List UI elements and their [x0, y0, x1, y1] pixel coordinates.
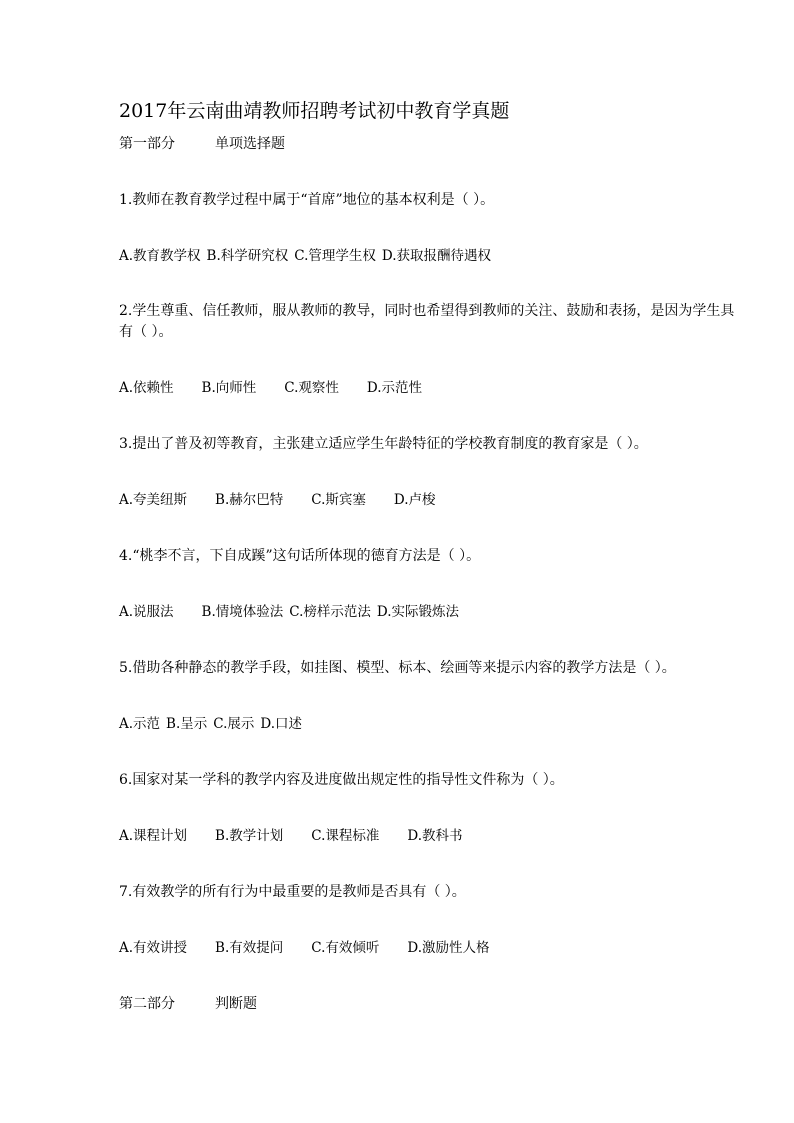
question-6-options	[119, 826, 463, 846]
document-title: 2017年云南曲靖教师招聘考试初中教育学真题	[119, 100, 510, 122]
option: C.观察性	[284, 380, 339, 396]
option: A.说服法	[119, 604, 174, 620]
option: C.展示	[213, 716, 255, 732]
option: D.获取报酬待遇权	[381, 248, 492, 264]
section-2-part: 第二部分	[119, 996, 175, 1012]
section-2-heading	[119, 994, 257, 1014]
option: B.赫尔巴特	[215, 492, 284, 508]
question-3: 3.提出了普及初等教育，主张建立适应学生年龄特征的学校教育制度的教育家是（ ）。	[119, 436, 648, 452]
section-1-name: 单项选择题	[215, 136, 285, 152]
section-2-name: 判断题	[215, 996, 257, 1012]
option: B.有效提问	[215, 940, 284, 956]
question-3-options	[119, 490, 436, 510]
option: A.夸美纽斯	[119, 492, 188, 508]
option: C.课程标准	[311, 828, 380, 844]
option: B.教学计划	[215, 828, 284, 844]
option: D.卢梭	[393, 492, 436, 508]
section-1-part: 第一部分	[119, 136, 175, 152]
option: B.呈示	[166, 716, 208, 732]
option: A.课程计划	[119, 828, 188, 844]
question-1: 1.教师在教育教学过程中属于“首席”地位的基本权利是（ ）。	[119, 192, 495, 208]
question-7-options	[119, 938, 490, 958]
option: D.示范性	[366, 380, 423, 396]
option: B.向师性	[201, 380, 257, 396]
option: A.依赖性	[119, 380, 174, 396]
option: A.教育教学权	[119, 248, 201, 264]
question-2-options	[119, 378, 422, 398]
option: D.教科书	[407, 828, 463, 844]
question-5-options	[119, 714, 302, 734]
option: D.口述	[260, 716, 303, 732]
option: D.实际锻炼法	[376, 604, 460, 620]
question-1-options	[119, 246, 491, 266]
question-6: 6.国家对某一学科的教学内容及进度做出规定性的指导性文件称为（ ）。	[119, 772, 564, 788]
option: C.斯宾塞	[311, 492, 366, 508]
option: A.示范	[119, 716, 161, 732]
question-7: 7.有效教学的所有行为中最重要的是教师是否具有（ ）。	[119, 884, 466, 900]
option: C.榜样示范法	[289, 604, 371, 620]
question-5: 5.借助各种静态的教学手段，如挂图、模型、标本、绘画等来提示内容的教学方法是（ ）。	[119, 660, 676, 676]
option: B.情境体验法	[201, 604, 284, 620]
option: B.科学研究权	[206, 248, 289, 264]
question-2: 2.学生尊重、信任教师，服从教师的教导，同时也希望得到教师的关注、鼓励和表扬，是因为学生具有（ ）。	[119, 303, 735, 340]
section-1-heading	[119, 134, 285, 154]
question-4: 4.“桃李不言，下自成蹊”这句话所体现的德育方法是（ ）。	[119, 548, 481, 564]
option: C.有效倾听	[311, 940, 380, 956]
question-4-options	[119, 602, 459, 622]
option: D.激励性人格	[407, 940, 490, 956]
option: A.有效讲授	[119, 940, 188, 956]
option: C.管理学生权	[294, 248, 376, 264]
